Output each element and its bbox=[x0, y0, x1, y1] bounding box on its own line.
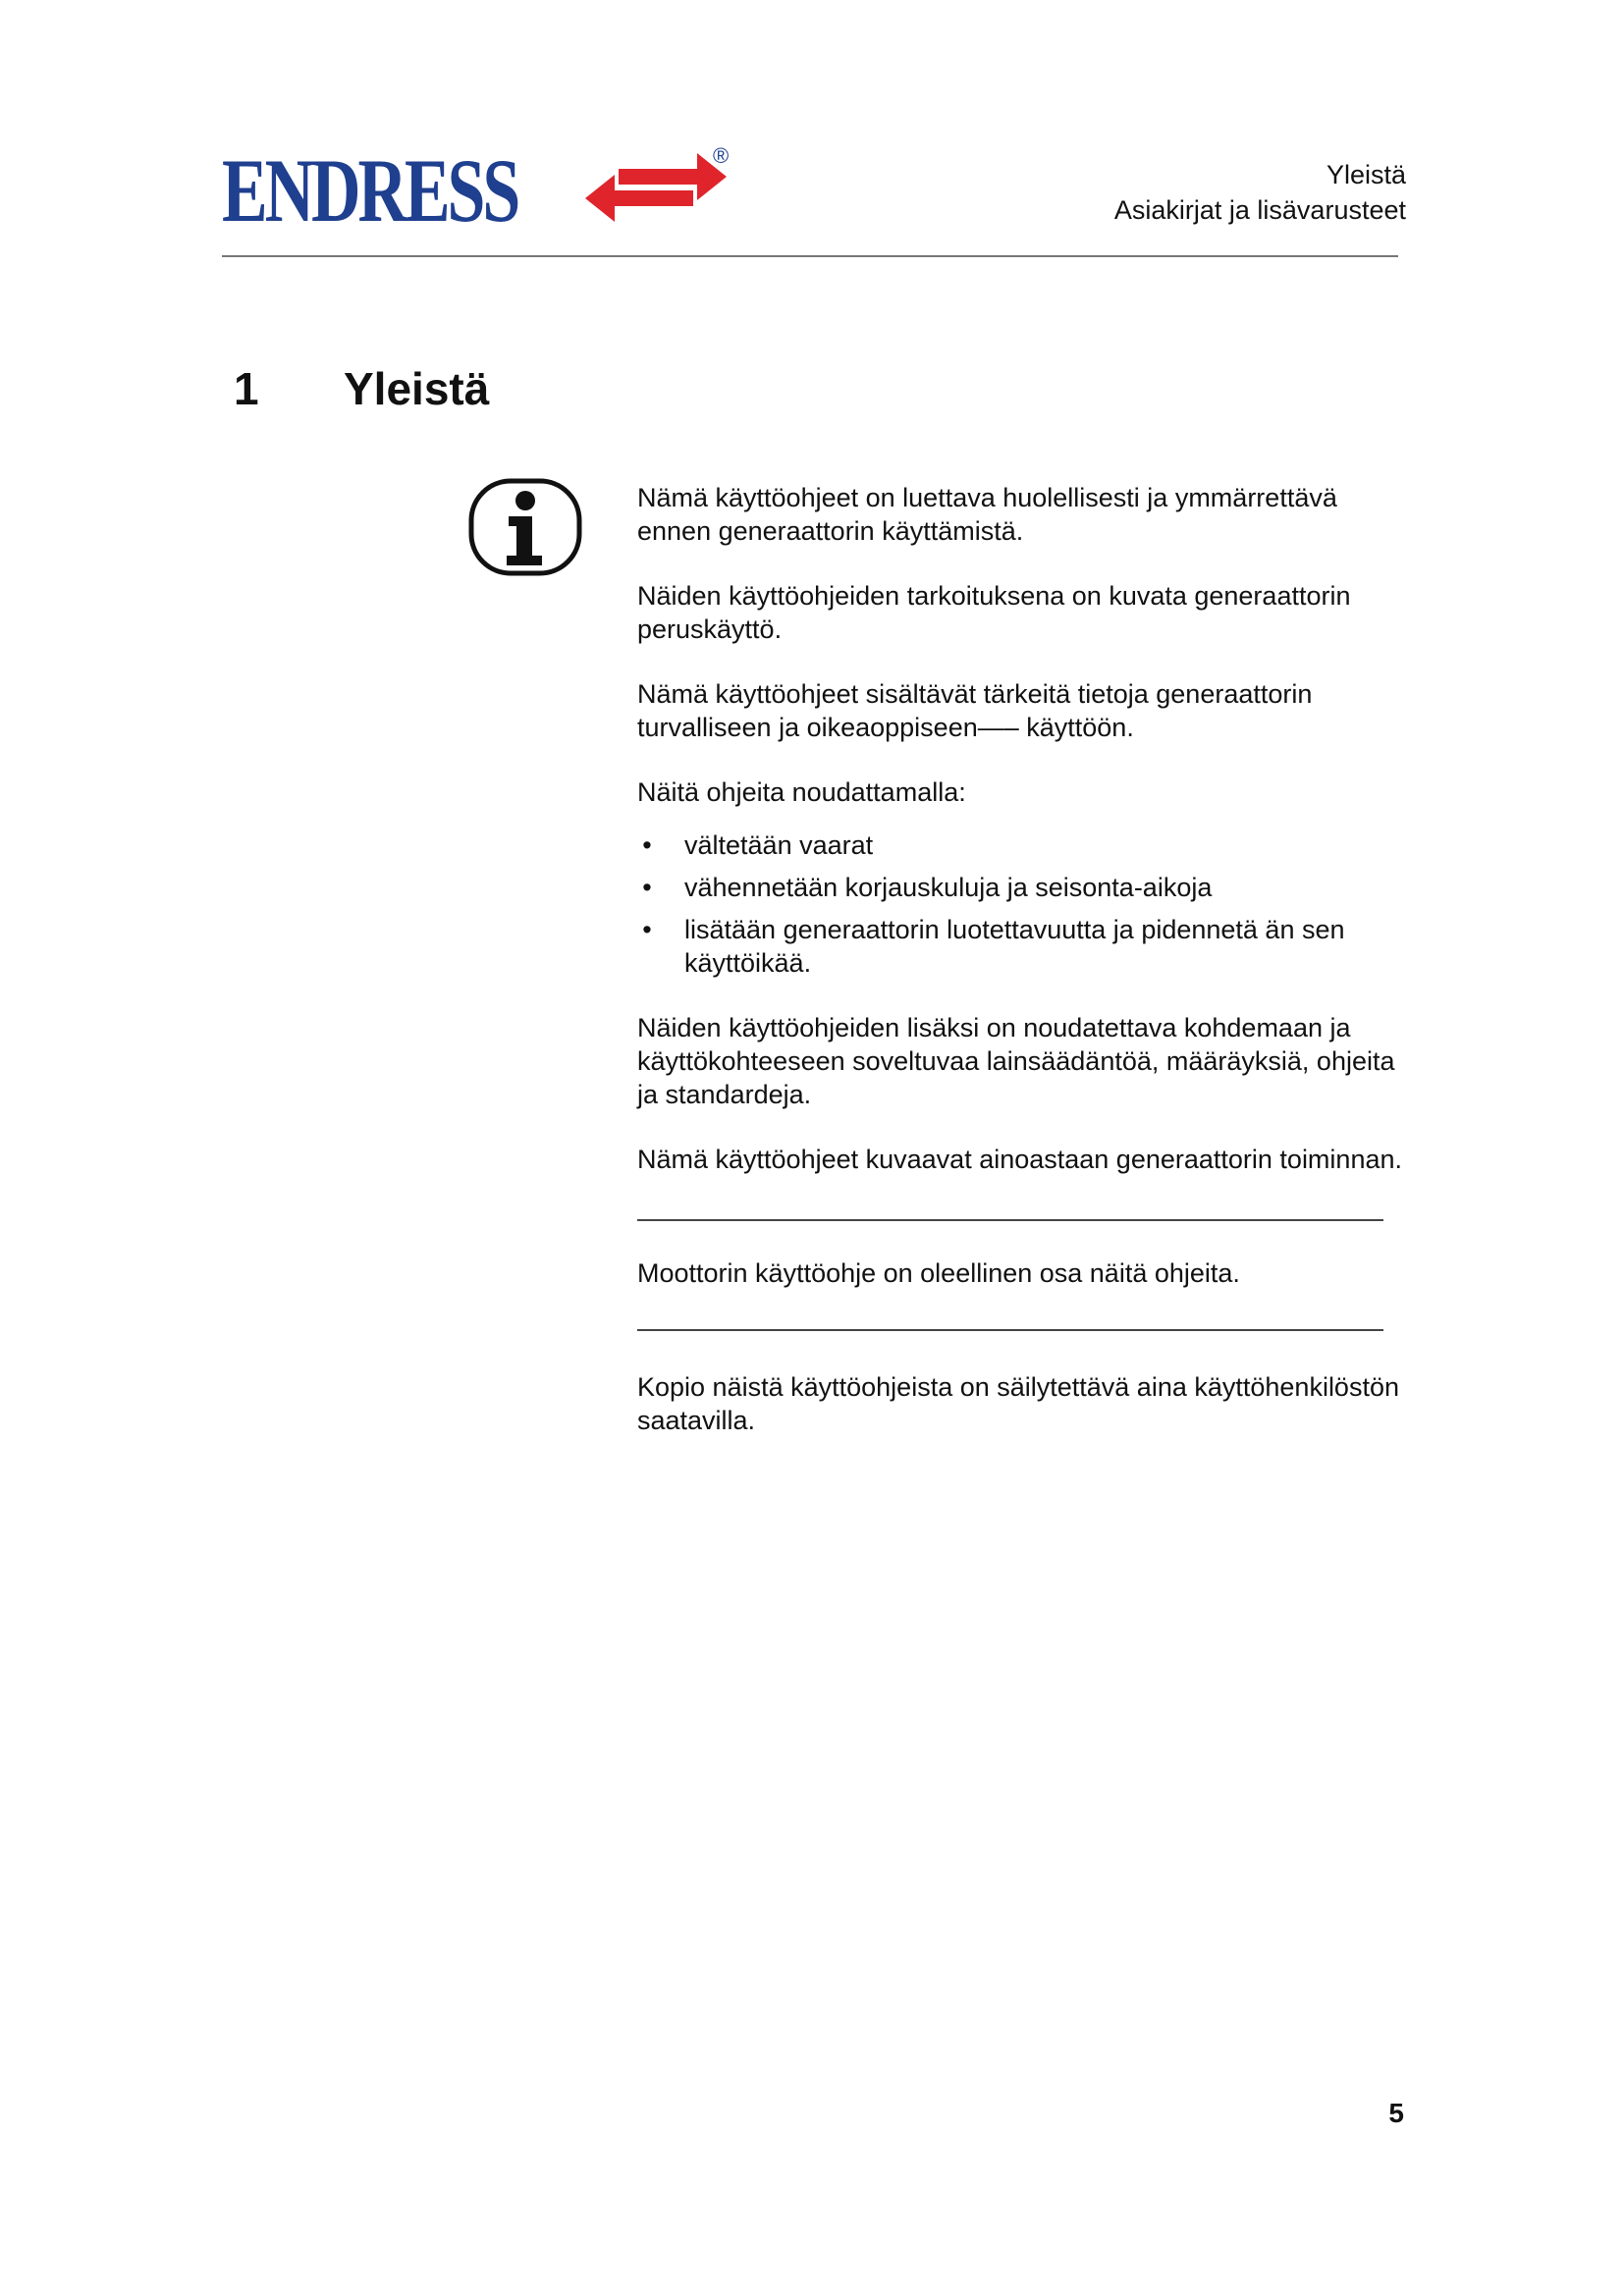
header-divider bbox=[222, 255, 1398, 257]
section-divider bbox=[637, 1329, 1383, 1331]
bullet-icon: • bbox=[642, 830, 652, 860]
paragraph-keep-copy: Kopio näistä käyttöohjeista on säilytettävä aina käyttöhenkilöstön saatavilla. bbox=[637, 1372, 1399, 1435]
header-subsection: Asiakirjat ja lisävarusteet bbox=[1113, 195, 1406, 225]
chapter-number: 1 bbox=[234, 363, 259, 414]
running-header bbox=[1114, 157, 1406, 228]
header-section: Yleistä bbox=[1326, 160, 1406, 189]
paragraph-engine-manual: Moottorin käyttöohje on oleellinen osa näitä ohjeita. bbox=[637, 1258, 1240, 1288]
registered-mark: ® bbox=[713, 143, 730, 168]
list-item-text: vältetään vaarat bbox=[684, 830, 874, 860]
list-item-text: lisätään generaattorin luotettavuutta ja pidennetä än sen käyttöikää. bbox=[684, 915, 1345, 978]
section-divider bbox=[637, 1219, 1383, 1221]
paragraph-read-before-use: Nämä käyttöohjeet on luettava huolellisesti ja ymmärrettävä ennen generaattorin käyttämistä. bbox=[637, 483, 1337, 546]
info-icon bbox=[467, 477, 583, 577]
paragraph-regulations: Näiden käyttöohjeiden lisäksi on noudatettava kohdemaan ja käyttökohteeseen soveltuvaa lainsäädäntöä, määräyksiä, ohjeita ja standardeja. bbox=[637, 1013, 1395, 1109]
paragraph-purpose: Näiden käyttöohjeiden tarkoituksena on kuvata generaattorin peruskäyttö. bbox=[637, 581, 1351, 644]
list-item-text: vähennetään korjauskuluja ja seisonta-aikoja bbox=[684, 873, 1213, 902]
double-arrow-logo-icon bbox=[577, 139, 734, 234]
page-number: 5 bbox=[1388, 2098, 1404, 2128]
bullet-icon: • bbox=[642, 873, 652, 902]
list-item bbox=[637, 913, 1413, 980]
list-item bbox=[637, 871, 1413, 904]
brand-logo-text: ENDRESS bbox=[222, 140, 518, 240]
paragraph-important-info: Nämä käyttöohjeet sisältävät tärkeitä tietoja generaattorin turvalliseen ja oikeaoppiseen—– käyttöön. bbox=[637, 679, 1313, 742]
paragraph-scope: Nämä käyttöohjeet kuvaavat ainoastaan generaattorin toiminnan. bbox=[637, 1145, 1402, 1174]
list-lead: Näitä ohjeita noudattamalla: bbox=[637, 777, 966, 807]
main-content bbox=[637, 481, 1413, 1437]
bullet-icon: • bbox=[642, 915, 652, 944]
chapter-title: Yleistä bbox=[344, 363, 490, 414]
benefits-list bbox=[637, 828, 1413, 980]
brand-logo bbox=[222, 139, 732, 240]
list-item bbox=[637, 828, 1413, 862]
